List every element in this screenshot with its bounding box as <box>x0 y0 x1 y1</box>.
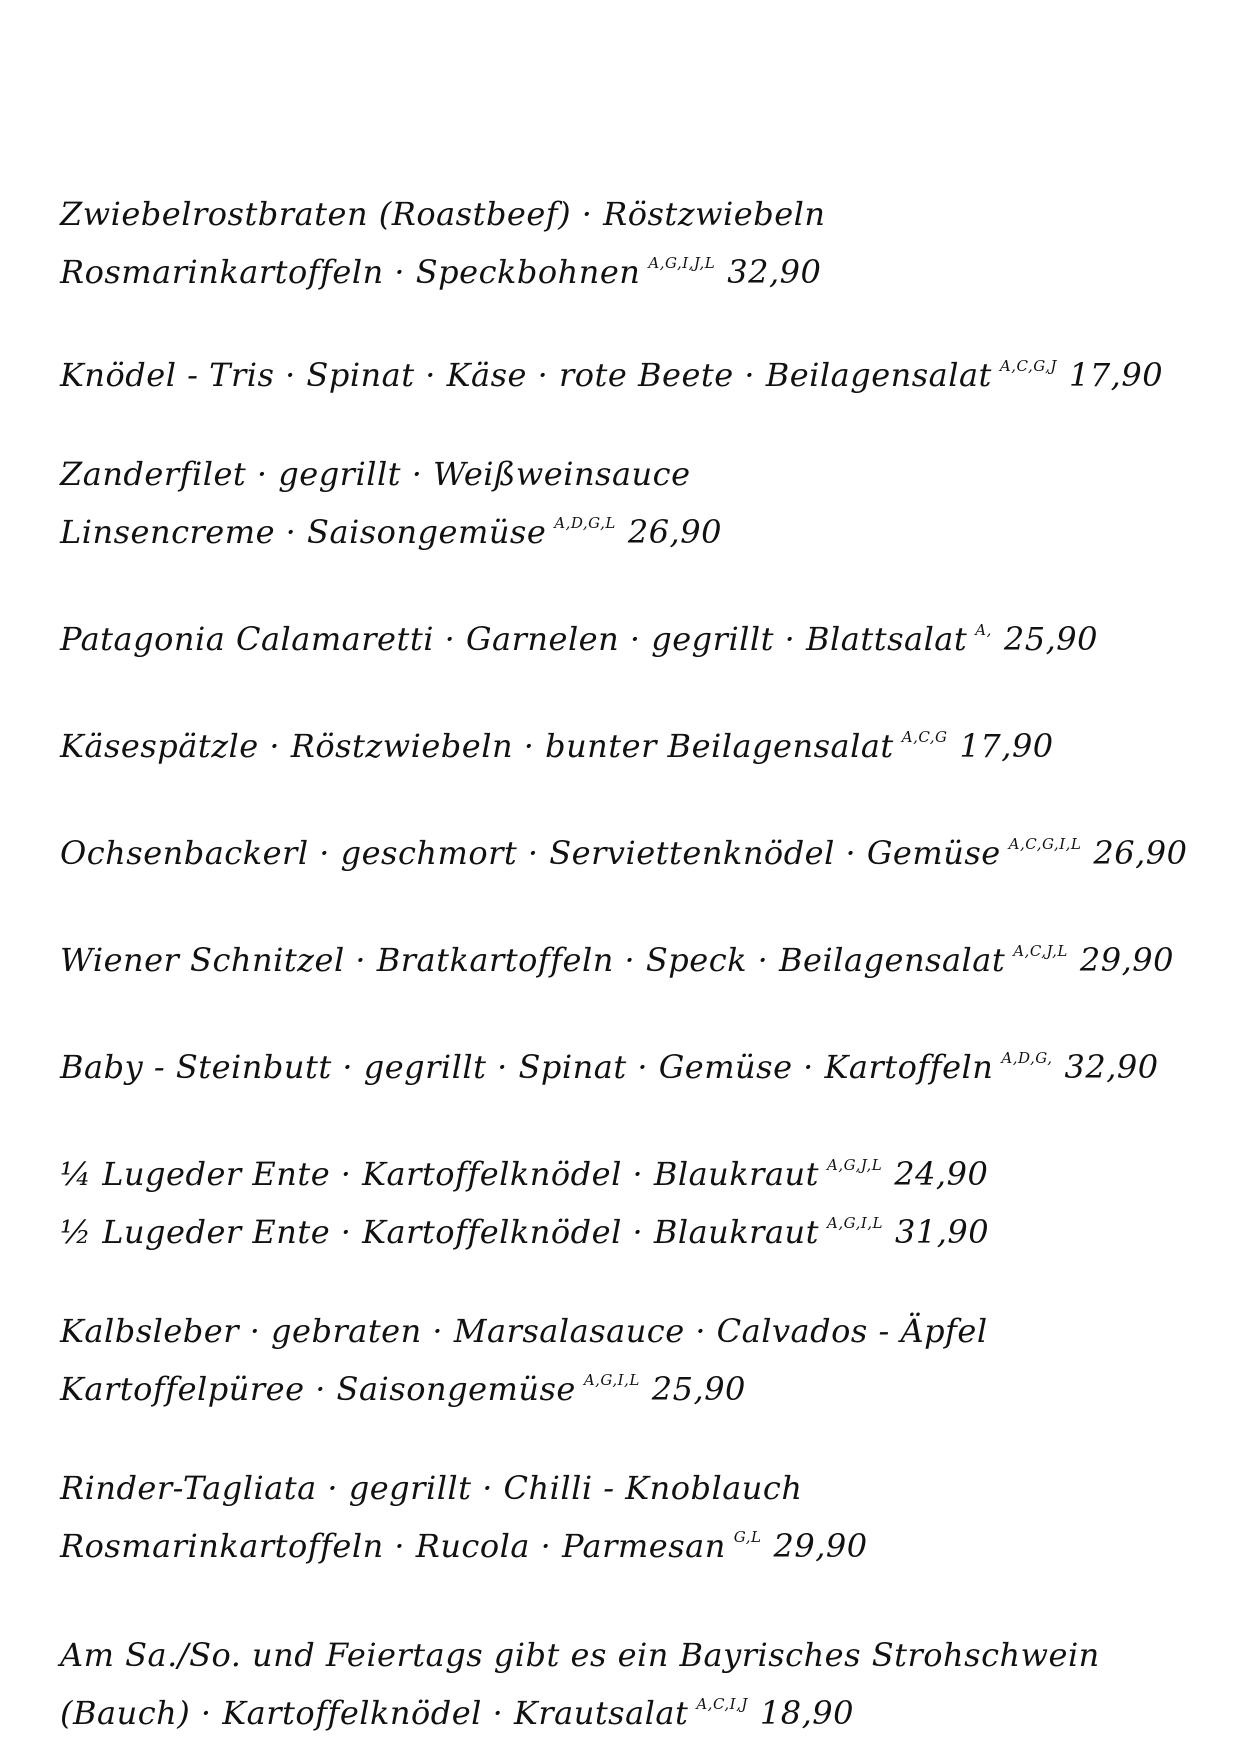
allergen-codes: A,C,G <box>901 728 948 746</box>
dish-line <box>60 1680 1220 1738</box>
dish-description: Rosmarinkartoffeln · Speckbohnen <box>60 253 641 291</box>
dish-description: Patagonia Calamaretti · Garnelen · gegrillt · Blattsalat <box>60 620 968 658</box>
dish-description: ½ Lugeder Ente · Kartoffelknödel · Blaukraut <box>60 1213 820 1251</box>
dish-line <box>60 820 1220 878</box>
dish-price: 17,90 <box>1068 356 1164 394</box>
menu-item-knoedel-tris <box>60 342 1220 400</box>
dish-price: 17,90 <box>959 727 1054 765</box>
dish-line <box>60 927 1220 985</box>
menu-item-kalbsleber <box>60 1307 1220 1414</box>
allergen-codes: A,C,G,I,L <box>1008 835 1082 853</box>
dish-price: 26,90 <box>1093 834 1188 872</box>
dish-price: 25,90 <box>651 1370 746 1408</box>
dish-description: Zanderfilet · gegrillt · Weißweinsauce <box>60 455 691 493</box>
allergen-codes: A,G,I,L <box>583 1371 640 1389</box>
dish-line <box>60 239 1220 297</box>
dish-line <box>60 606 1220 664</box>
dish-price: 32,90 <box>1064 1048 1159 1086</box>
dish-price: 25,90 <box>1003 620 1098 658</box>
allergen-codes: A,G,J,L <box>827 1156 883 1174</box>
dish-description: Kalbsleber · gebraten · Marsalasauce · Calvados - Äpfel <box>60 1312 988 1350</box>
dish-line <box>60 1199 1220 1257</box>
allergen-codes: A,C,J,L <box>1013 942 1068 960</box>
menu-item-strohschwein <box>60 1631 1220 1738</box>
dish-description: (Bauch) · Kartoffelknödel · Krautsalat <box>60 1694 689 1732</box>
dish-description: Zwiebelrostbraten (Roastbeef) · Röstzwiebeln <box>60 195 826 233</box>
allergen-codes: A,C,G,J <box>999 357 1057 375</box>
menu-item-lugeder-ente <box>60 1141 1220 1257</box>
allergen-codes: G,L <box>733 1528 762 1546</box>
menu-item-zanderfilet <box>60 450 1220 557</box>
allergen-codes: A,C,I,J <box>696 1695 748 1713</box>
allergen-codes: A, <box>975 621 992 639</box>
dish-description: Linsencreme · Saisongemüse <box>60 513 547 551</box>
dish-price: 32,90 <box>727 253 822 291</box>
allergen-codes: A,G,I,J,L <box>648 254 716 272</box>
menu-list <box>60 190 1220 1738</box>
dish-line <box>60 1307 1220 1356</box>
dish-line <box>60 190 1220 239</box>
dish-price: 26,90 <box>627 513 722 551</box>
allergen-codes: A,D,G,L <box>554 514 616 532</box>
menu-item-kaesespaetzle <box>60 713 1220 771</box>
dish-line <box>60 342 1220 400</box>
dish-description: Kartoffelpüree · Saisongemüse <box>60 1370 576 1408</box>
dish-price: 31,90 <box>895 1213 990 1251</box>
dish-price: 29,90 <box>773 1527 868 1565</box>
dish-line <box>60 1513 1220 1571</box>
dish-line <box>60 1356 1220 1414</box>
dish-price: 24,90 <box>894 1155 989 1193</box>
dish-description: Baby - Steinbutt · gegrillt · Spinat · Gemüse · Kartoffeln <box>60 1048 994 1086</box>
dish-price: 29,90 <box>1079 941 1175 979</box>
dish-description: Käsespätzle · Röstzwiebeln · bunter Beilagensalat <box>60 727 894 765</box>
dish-description: Rinder-Tagliata · gegrillt · Chilli - Knoblauch <box>60 1469 803 1507</box>
dish-price: 18,90 <box>759 1694 854 1732</box>
dish-description: Am Sa./So. und Feiertags gibt es ein Bayrisches Strohschwein <box>60 1636 1100 1674</box>
dish-line <box>60 1034 1220 1092</box>
dish-description: ¼ Lugeder Ente · Kartoffelknödel · Blaukraut <box>60 1155 820 1193</box>
menu-item-ochsenbackerl <box>60 820 1220 878</box>
menu-item-wiener-schnitzel <box>60 927 1220 985</box>
dish-line <box>60 1631 1220 1680</box>
dish-line <box>60 713 1220 771</box>
allergen-codes: A,D,G, <box>1001 1049 1053 1067</box>
menu-item-rinder-tagliata <box>60 1464 1220 1571</box>
menu-item-steinbutt <box>60 1034 1220 1092</box>
allergen-codes: A,G,I,L <box>827 1214 883 1232</box>
menu-item-zwiebelrostbraten <box>60 190 1220 297</box>
menu-item-calamaretti <box>60 606 1220 664</box>
dish-description: Ochsenbackerl · geschmort · Serviettenknödel · Gemüse <box>60 834 1001 872</box>
dish-description: Wiener Schnitzel · Bratkartoffeln · Speck · Beilagensalat <box>60 941 1006 979</box>
dish-description: Knödel - Tris · Spinat · Käse · rote Beete · Beilagensalat <box>60 356 992 394</box>
dish-line <box>60 450 1220 499</box>
dish-line <box>60 1141 1220 1199</box>
dish-line <box>60 499 1220 557</box>
dish-description: Rosmarinkartoffeln · Rucola · Parmesan <box>60 1527 726 1565</box>
dish-line <box>60 1464 1220 1513</box>
